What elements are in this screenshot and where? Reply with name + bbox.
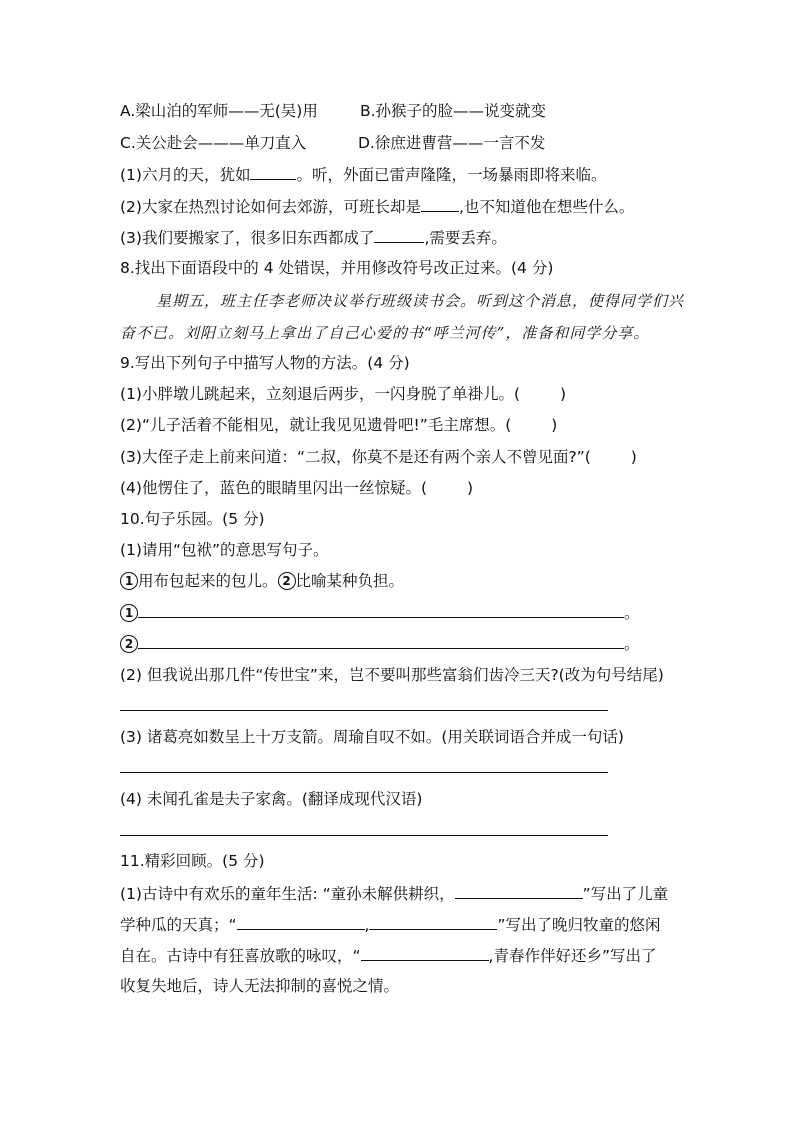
- q9-item-3: [120, 446, 637, 468]
- q7-sentence-3: [120, 226, 507, 249]
- answer-line[interactable]: [138, 634, 624, 649]
- q9-item-2: [120, 414, 557, 436]
- option-a: A.梁山泊的军师——无(吴)用: [120, 102, 318, 120]
- close-paren: ): [467, 479, 474, 497]
- q10-answer-line-1: [120, 602, 640, 624]
- circled-number-2: 2: [120, 635, 138, 653]
- q11-line-2: [120, 913, 661, 936]
- fill-blank[interactable]: [369, 913, 497, 930]
- close-paren: ): [551, 416, 558, 434]
- circled-number-1: 1: [120, 572, 138, 590]
- q9-item-3-text: (3)大侄子走上前来问道：“二叔，你莫不是还有两个亲人不曾见面?”(: [120, 448, 591, 466]
- q7-s1-text-b: 。听，外面已雷声隆隆，一场暴雨即将来临。: [296, 166, 607, 184]
- meaning-2: 比喻某种负担。: [295, 572, 405, 590]
- period: 。: [624, 604, 640, 622]
- q9-title: 9.写出下列句子中描写人物的方法。(4 分): [120, 354, 410, 372]
- q8-title: 8.找出下面语段中的 4 处错误，并用修改符号改正过来。(4 分): [120, 259, 554, 277]
- circled-number-2: 2: [278, 572, 296, 590]
- q11-line-3: [120, 944, 657, 967]
- q9-item-4: [120, 477, 473, 499]
- q11-line-4: 收复失地后，诗人无法抑制的喜悦之情。: [120, 977, 400, 995]
- q10-title: 10.句子乐园。(5 分): [120, 510, 265, 528]
- option-row-cd: [120, 132, 546, 154]
- meaning-1: 用布包起来的包儿。: [138, 572, 278, 590]
- q7-sentence-2: [120, 195, 634, 218]
- q10-item-2: (2) 但我说出那几件“传世宝”来，岂不要叫那些富翁们齿冷三天?(改为句号结尾): [120, 666, 664, 684]
- q7-sentence-1: [120, 163, 606, 186]
- q11-l3-text-b: ,青春作伴好还乡”写出了: [488, 947, 657, 965]
- answer-line[interactable]: [120, 772, 608, 773]
- q9-item-4-text: (4)他愣住了，蓝色的眼睛里闪出一丝惊疑。(: [120, 479, 428, 497]
- option-c: C.关公赴会———单刀直入: [120, 134, 307, 152]
- q8-passage-line-1: 星期五，班主任李老师决议举行班级读书会。听到这个消息，使得同学们兴: [156, 292, 685, 310]
- q9-item-1: [120, 383, 566, 405]
- fill-blank[interactable]: [374, 226, 424, 243]
- q9-item-1-text: (1)小胖墩儿跳起来，立刻退后两步，一闪身脱了单褂儿。(: [120, 385, 521, 403]
- q10-meanings: [120, 570, 404, 592]
- q11-l2-comma: ,: [364, 916, 370, 934]
- q7-s2-text-a: (2)大家在热烈讨论如何去郊游，可班长却是: [120, 198, 421, 216]
- q8-passage-line-2: 奋不已。刘阳立刻马上拿出了自己心爱的书“呼兰河传”，准备和同学分享。: [120, 324, 650, 342]
- q11-l1-text-b: ”写出了儿童: [582, 885, 669, 903]
- close-paren: ): [560, 385, 567, 403]
- fill-blank[interactable]: [250, 163, 296, 180]
- q11-l2-text-c: ”写出了晚归牧童的悠闲: [497, 916, 661, 934]
- q10-item-4: (4) 未闻孔雀是夫子家禽。(翻译成现代汉语): [120, 790, 423, 808]
- answer-line[interactable]: [120, 835, 608, 836]
- q9-item-2-text: (2)“儿子活着不能相见，就让我见见遗骨吧!”毛主席想。(: [120, 416, 512, 434]
- fill-blank[interactable]: [361, 944, 489, 961]
- q10-item-1: (1)请用“包袱”的意思写句子。: [120, 541, 329, 559]
- q7-s3-text-b: ,需要丢弃。: [424, 229, 507, 247]
- q11-l3-text-a: 自在。古诗中有狂喜放歌的咏叹，“: [120, 947, 361, 965]
- answer-line[interactable]: [138, 603, 624, 618]
- period: 。: [624, 635, 640, 653]
- q11-line-1: [120, 882, 668, 905]
- q11-title: 11.精彩回顾。(5 分): [120, 852, 265, 870]
- option-d: D.徐庶进曹营——一言不发: [358, 134, 546, 152]
- q10-answer-line-2: [120, 633, 640, 655]
- q11-l1-text-a: (1)古诗中有欢乐的童年生活: “童孙未解供耕织，: [120, 885, 455, 903]
- option-row-ab: [120, 100, 547, 122]
- fill-blank[interactable]: [237, 913, 365, 930]
- answer-line[interactable]: [120, 710, 608, 711]
- fill-blank[interactable]: [421, 195, 459, 212]
- close-paren: ): [630, 448, 637, 466]
- circled-number-1: 1: [120, 604, 138, 622]
- option-b: B.孙猴子的脸——说变就变: [360, 102, 547, 120]
- q7-s3-text-a: (3)我们要搬家了，很多旧东西都成了: [120, 229, 375, 247]
- q7-s2-text-b: ,也不知道他在想些什么。: [458, 198, 635, 216]
- q10-item-3: (3) 诸葛亮如数呈上十万支箭。周瑜自叹不如。(用关联词语合并成一句话): [120, 728, 624, 746]
- fill-blank[interactable]: [455, 882, 583, 899]
- q7-s1-text-a: (1)六月的天，犹如: [120, 166, 251, 184]
- q11-l2-text-a: 学种瓜的天真；“: [120, 916, 237, 934]
